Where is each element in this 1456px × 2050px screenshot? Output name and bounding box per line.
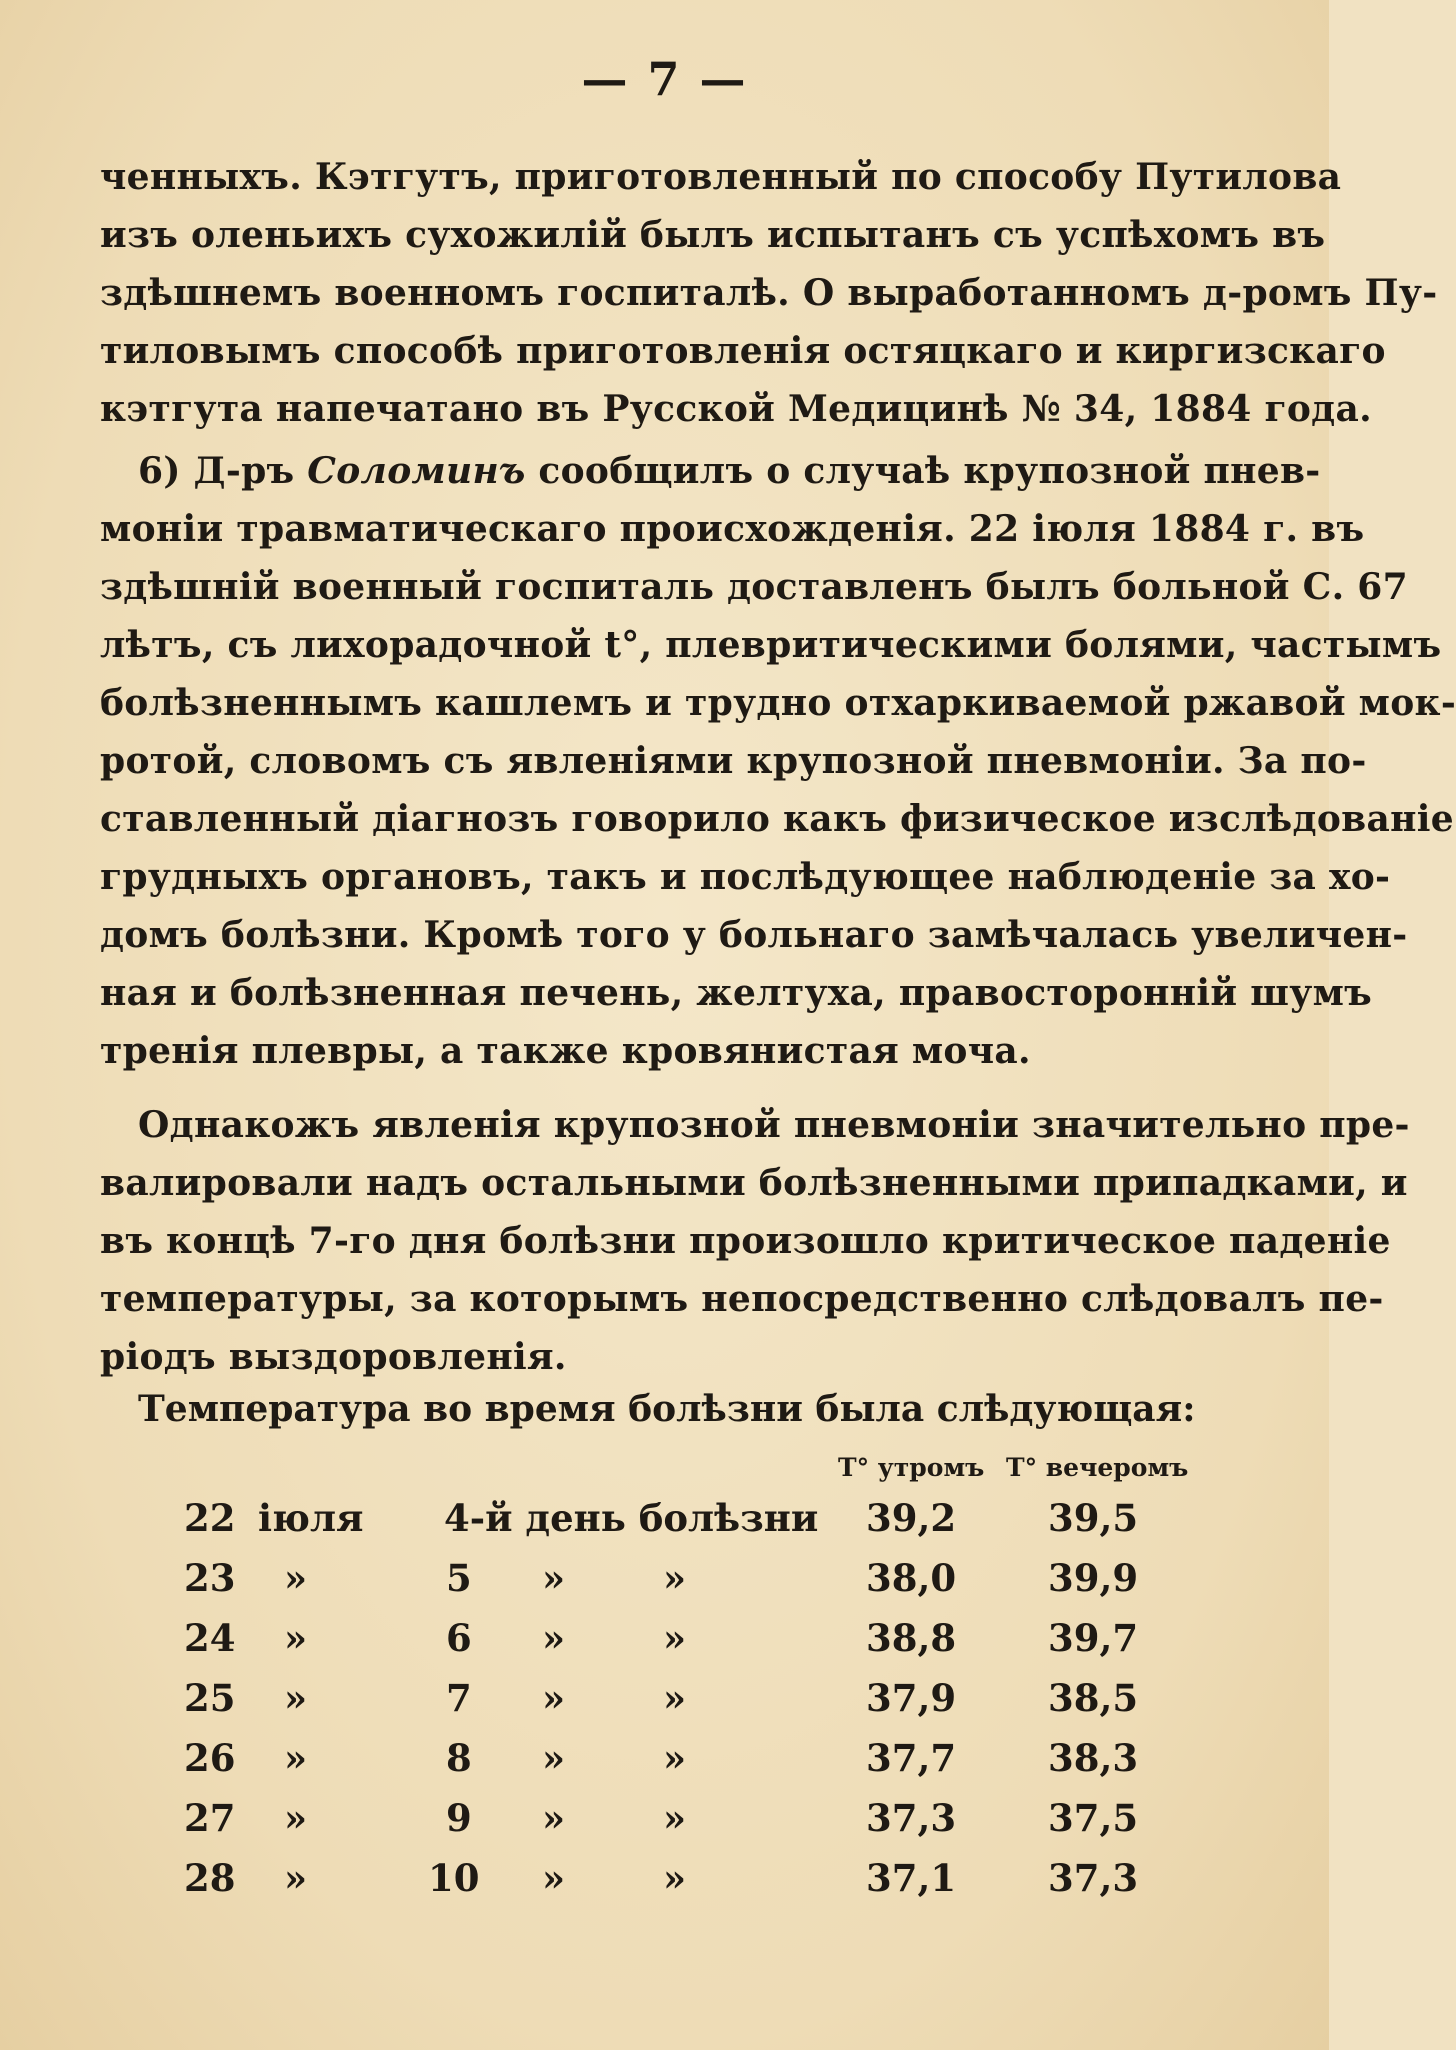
ditto-mark: » [542,1856,566,1900]
text-prefix: 6) Д-ръ [138,450,308,492]
text-suffix: сообщилъ о случаѣ крупозной пнев- [525,450,1321,492]
text-line: ріодъ выздоровленія. [100,1336,567,1378]
temp-morning: 37,7 [866,1736,957,1780]
temp-evening: 37,3 [1048,1856,1139,1900]
text-line: Однакожъ явленія крупозной пневмоніи значительно пре- [138,1104,1410,1146]
ditto-mark: » [542,1556,566,1600]
text-line: моніи травматическаго происхожденія. 22 іюля 1884 г. въ [100,508,1365,550]
temp-morning: 38,8 [866,1616,957,1660]
paragraph-2 [100,442,1456,1080]
table-row [0,1616,1329,1676]
table-intro: Температура во время болѣзни была слѣдующая: [138,1388,1196,1430]
temp-morning: 38,0 [866,1556,957,1600]
temp-evening: 38,5 [1048,1676,1139,1720]
ditto-mark: » [284,1736,308,1780]
text-line: грудныхъ органовъ, такъ и послѣдующее наблюденіе за хо- [100,856,1391,898]
text-line: кэтгута напечатано въ Русской Медицинѣ № 34, 1884 года. [100,388,1372,430]
temp-evening: 39,7 [1048,1616,1139,1660]
ditto-mark: » [542,1676,566,1720]
temp-evening: 37,5 [1048,1796,1139,1840]
temp-morning: 37,1 [866,1856,957,1900]
text-line: тренія плевры, а также кровянистая моча. [100,1030,1031,1072]
ditto-mark: » [663,1736,687,1780]
ditto-mark: » [284,1616,308,1660]
temp-morning: 39,2 [866,1496,957,1540]
table-row [0,1556,1329,1616]
text-line: ная и болѣзненная печень, желтуха, правосторонній шумъ [100,972,1373,1014]
illness-day: 9 [446,1796,472,1840]
column-header-morning: T° утромъ [838,1453,985,1482]
text-line: болѣзненнымъ кашлемъ и трудно отхаркиваемой ржавой мок- [100,682,1456,724]
temp-morning: 37,3 [866,1796,957,1840]
table-row [0,1796,1329,1856]
ditto-mark: » [663,1856,687,1900]
table-row [0,1856,1329,1916]
ditto-mark: » [284,1556,308,1600]
date-day: 27 [184,1796,236,1840]
temp-evening: 39,9 [1048,1556,1139,1600]
date-day: 25 [184,1676,236,1720]
text-line: ченныхъ. Кэтгутъ, приготовленный по способу Путилова [100,156,1342,198]
text-line: здѣшній военный госпиталь доставленъ былъ больной С. 67 [100,566,1408,608]
text-line: ставленный діагнозъ говорило какъ физическое изслѣдованіе [100,798,1454,840]
ditto-mark: » [663,1796,687,1840]
illness-day: 5 [446,1556,472,1600]
ditto-mark: » [663,1676,687,1720]
date-day: 24 [184,1616,236,1660]
temp-evening: 39,5 [1048,1496,1139,1540]
date-day: 22 [184,1496,236,1540]
ditto-mark: » [542,1616,566,1660]
ditto-mark: » [542,1796,566,1840]
ditto-mark: » [663,1616,687,1660]
illness-day: 8 [446,1736,472,1780]
text-line [100,442,1321,500]
text-line: валировали надъ остальными болѣзненными припадками, и [100,1162,1408,1204]
temp-evening: 38,3 [1048,1736,1139,1780]
date-day: 23 [184,1556,236,1600]
text-line: лѣтъ, съ лихорадочной t°, плевритическими болями, частымъ [100,624,1442,666]
page-number: — 7 — [581,52,748,106]
table-row [0,1676,1329,1736]
text-line: въ концѣ 7-го дня болѣзни произошло критическое паденіе [100,1220,1391,1262]
paragraph-1 [100,148,1438,438]
text-line: тиловымъ способѣ приготовленія остяцкаго и киргизскаго [100,330,1386,372]
ditto-mark: » [284,1856,308,1900]
text-line: домъ болѣзни. Кромѣ того у больнаго замѣчалась увеличен- [100,914,1408,956]
text-line: изъ оленьихъ сухожилій былъ испытанъ съ успѣхомъ въ [100,214,1326,256]
ditto-mark: » [542,1736,566,1780]
illness-day: 4-й день болѣзни [444,1496,819,1540]
ditto-mark: » [284,1676,308,1720]
text-line: температуры, за которымъ непосредственно слѣдовалъ пе- [100,1278,1384,1320]
column-header-evening: T° вечеромъ [1006,1453,1189,1482]
temp-morning: 37,9 [866,1676,957,1720]
date-month: іюля [258,1496,364,1540]
text-line: здѣшнемъ военномъ госпиталѣ. О выработанномъ д-ромъ Пу- [100,272,1438,314]
illness-day: 6 [446,1616,472,1660]
text-line: ротой, словомъ съ явленіями крупозной пневмоніи. За по- [100,740,1367,782]
paragraph-3 [100,1096,1410,1386]
illness-day: 7 [446,1676,472,1720]
date-day: 28 [184,1856,236,1900]
illness-day: 10 [428,1856,480,1900]
person-name: Соломинъ [307,450,526,492]
ditto-mark: » [663,1556,687,1600]
table-row [0,1736,1329,1796]
ditto-mark: » [284,1796,308,1840]
date-day: 26 [184,1736,236,1780]
table-row [0,1496,1329,1556]
